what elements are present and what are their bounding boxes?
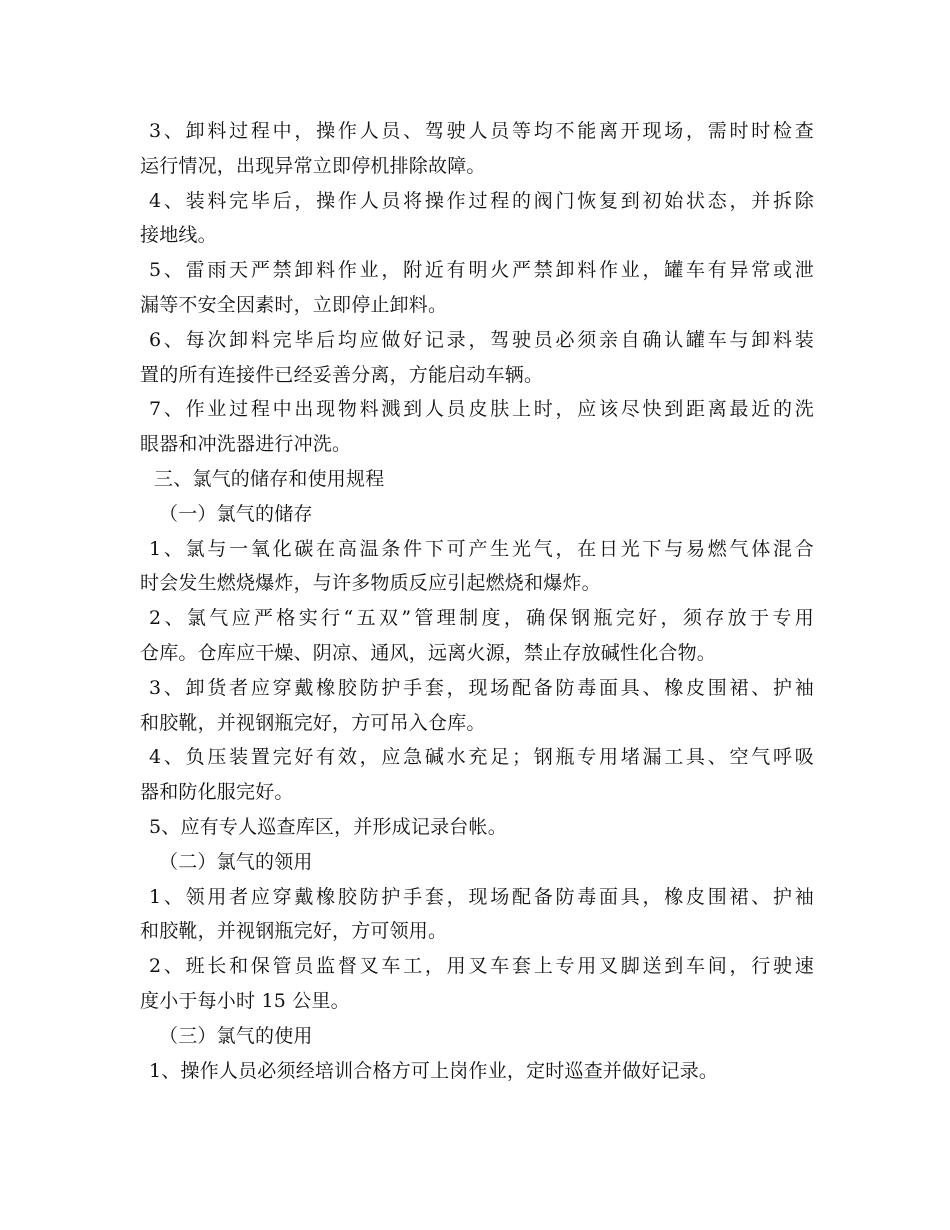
text-line: 3、卸货者应穿戴橡胶防护手套，现场配备防毒面具、橡皮围裙、护袖 — [149, 676, 814, 699]
document-body — [140, 114, 814, 1088]
text-line: 5、雷雨天严禁卸料作业，附近有明火严禁卸料作业，罐车有异常或泄 — [149, 259, 814, 282]
text-line: 2、班长和保管员监督叉车工，用叉车套上专用叉脚送到车间，行驶速 — [149, 955, 814, 978]
text-line: 度小于每小时 15 公里。 — [140, 989, 350, 1012]
text-line: （三）氯气的使用 — [159, 1024, 313, 1047]
text-line: 6、每次卸料完毕后均应做好记录，驾驶员必须亲自确认罐车与卸料装 — [149, 328, 814, 351]
text-line: 4、负压装置完好有效，应急碱水充足；钢瓶专用堵漏工具、空气呼吸 — [149, 746, 814, 769]
text-line: 仓库。仓库应干燥、阴凉、通风，远离火源，禁止存放碱性化合物。 — [140, 641, 717, 664]
text-line: 7、作业过程中出现物料溅到人员皮肤上时，应该尽快到距离最近的洗 — [149, 398, 814, 421]
text-line: 2、氯气应严格实行“五双”管理制度，确保钢瓶完好，须存放于专用 — [149, 607, 814, 630]
text-line: 1、领用者应穿戴橡胶防护手套，现场配备防毒面具，橡皮围裙、护袖 — [149, 885, 814, 908]
text-line: （一）氯气的储存 — [159, 502, 313, 525]
text-line: （二）氯气的领用 — [159, 850, 313, 873]
text-line: 时会发生燃烧爆炸，与许多物质反应引起燃烧和爆炸。 — [140, 572, 601, 595]
text-line: 和胶靴，并视钢瓶完好，方可吊入仓库。 — [140, 711, 486, 734]
text-line: 三、氯气的储存和使用规程 — [154, 467, 385, 490]
text-line: 和胶靴，并视钢瓶完好，方可领用。 — [140, 920, 448, 943]
text-line: 置的所有连接件已经妥善分离，方能启动车辆。 — [140, 363, 544, 386]
text-line: 器和防化服完好。 — [140, 781, 294, 804]
text-line: 运行情况，出现异常立即停机排除故障。 — [140, 154, 486, 177]
text-line: 1、操作人员必须经培训合格方可上岗作业，定时巡查并做好记录。 — [149, 1059, 719, 1082]
text-line: 3、卸料过程中，操作人员、驾驶人员等均不能离开现场，需时时检查 — [149, 120, 814, 142]
text-line: 5、应有专人巡查库区，并形成记录台帐。 — [149, 815, 507, 838]
text-line: 眼器和冲洗器进行冲洗。 — [140, 433, 352, 456]
text-line: 漏等不安全因素时，立即停止卸料。 — [140, 293, 448, 316]
text-line: 接地线。 — [140, 224, 217, 247]
text-line: 1、氯与一氧化碳在高温条件下可产生光气，在日光下与易燃气体混合 — [149, 537, 814, 560]
text-line: 4、装料完毕后，操作人员将操作过程的阀门恢复到初始状态，并拆除 — [149, 189, 814, 212]
